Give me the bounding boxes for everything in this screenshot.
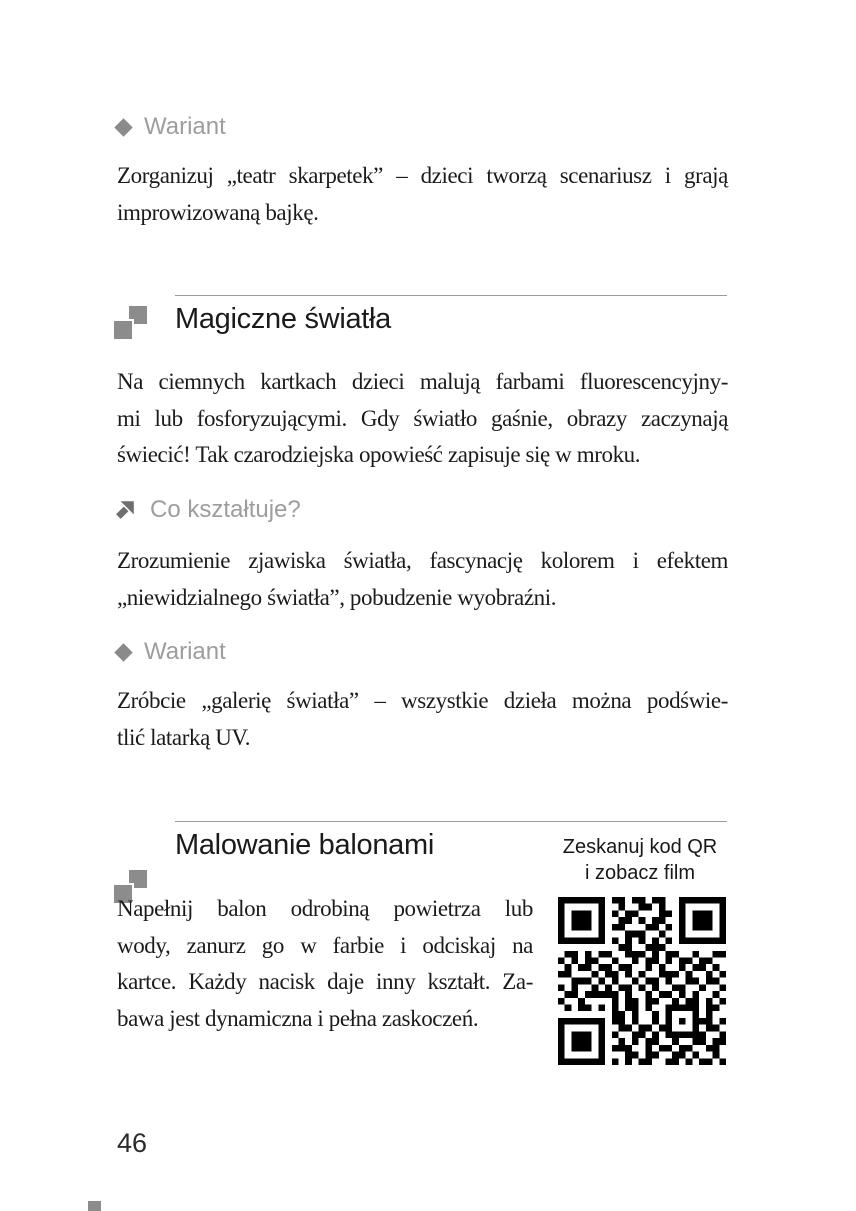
co-ksztaltuje-label: Co kształtuje?	[150, 496, 301, 523]
arrow-ne-icon	[114, 499, 136, 521]
malowanie-paragraph: Napełnij balon odrobiną powietrza lub wody, zanurz go w farbie i odciskaj na kartce. Każdy nacisk daje inny kształt. Za- bawa jest dynamiczna i pełna zaskoczeń.	[117, 896, 533, 1031]
section-rule	[175, 821, 727, 822]
co-ksztaltuje-label-row	[114, 496, 301, 524]
diamond-icon	[114, 118, 132, 136]
qr-caption-line1: Zeskanuj kod QR	[562, 836, 718, 858]
variant-label: Wariant	[144, 638, 226, 665]
pixel-squares-icon	[75, 1201, 102, 1211]
qr-caption-line2: i zobacz film	[584, 862, 696, 884]
page-number: 46	[117, 1128, 148, 1158]
variant-label-row-1	[117, 113, 226, 141]
qr-code	[558, 897, 726, 1065]
pixel-square-top	[88, 1201, 101, 1211]
section-rule	[175, 295, 727, 296]
pixel-squares-icon	[114, 303, 150, 341]
variant2-paragraph: Zróbcie „galerię światła” – wszystkie dzieła można podświe- tlić latarką UV.	[117, 688, 728, 750]
section-title-magiczne: Magiczne światła	[175, 303, 392, 335]
magiczne-paragraph: Na ciemnych kartkach dzieci malują farbami fluorescencyjny- mi lub fosforyzującymi. Gdy światło gaśnie, obrazy zaczynają świecić! Tak czarodziejska opowieść zapisuje się w mroku.	[117, 369, 728, 467]
qr-caption	[545, 834, 735, 886]
diamond-icon	[114, 643, 132, 661]
co-ksztaltuje-paragraph: Zrozumienie zjawiska światła, fascynację kolorem i efektem „niewidzialnego światła”, pobudzenie wyobraźni.	[117, 548, 728, 610]
pixel-square-bottom	[114, 321, 132, 339]
variant-label: Wariant	[144, 113, 226, 140]
variant-label-row-2	[117, 638, 226, 666]
variant1-paragraph: Zorganizuj „teatr skarpetek” – dzieci tworzą scenariusz i grają improwizowaną bajkę.	[117, 163, 728, 225]
section-title-malowanie: Malowanie balonami	[175, 829, 434, 861]
